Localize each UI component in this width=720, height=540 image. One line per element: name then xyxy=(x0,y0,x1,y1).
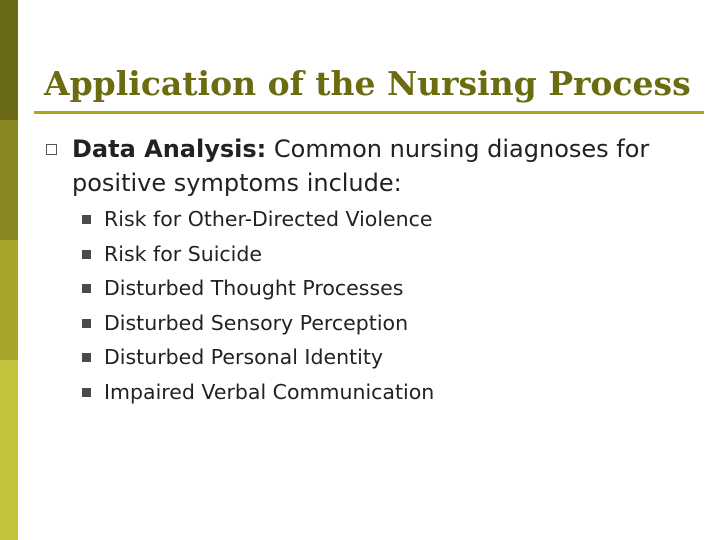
filled-square-bullet-icon xyxy=(82,215,91,224)
diagnosis-label: Risk for Suicide xyxy=(104,241,263,266)
list-item xyxy=(82,340,434,375)
diagnosis-label: Disturbed Sensory Perception xyxy=(104,310,409,335)
filled-square-bullet-icon xyxy=(82,284,91,293)
filled-square-bullet-icon xyxy=(82,319,91,328)
filled-square-bullet-icon xyxy=(82,250,91,259)
list-item xyxy=(82,306,434,341)
list-item xyxy=(82,375,434,410)
sidebar-band xyxy=(0,120,18,240)
list-item xyxy=(82,202,434,237)
sidebar-band xyxy=(0,240,18,360)
main-point-label: Data Analysis: xyxy=(72,135,267,163)
diagnosis-label: Disturbed Thought Processes xyxy=(104,276,404,301)
diagnosis-label: Risk for Other-Directed Violence xyxy=(104,207,433,231)
hollow-square-bullet-icon xyxy=(46,144,57,155)
list-item xyxy=(82,237,434,272)
diagnosis-label: Disturbed Personal Identity xyxy=(104,345,384,370)
sidebar-band xyxy=(0,360,18,540)
diagnosis-list xyxy=(82,202,434,410)
title-underline xyxy=(34,111,704,114)
slide-title: Application of the Nursing Process xyxy=(44,64,691,103)
filled-square-bullet-icon xyxy=(82,388,91,397)
filled-square-bullet-icon xyxy=(82,353,91,362)
sidebar-band xyxy=(0,0,18,120)
main-point xyxy=(72,132,702,200)
list-item xyxy=(82,271,434,306)
main-point-text: Common nursing diagnoses for positive symptoms include: xyxy=(72,135,650,197)
diagnosis-label: Impaired Verbal Communication xyxy=(104,379,435,404)
sidebar-accent-bar xyxy=(0,0,18,540)
